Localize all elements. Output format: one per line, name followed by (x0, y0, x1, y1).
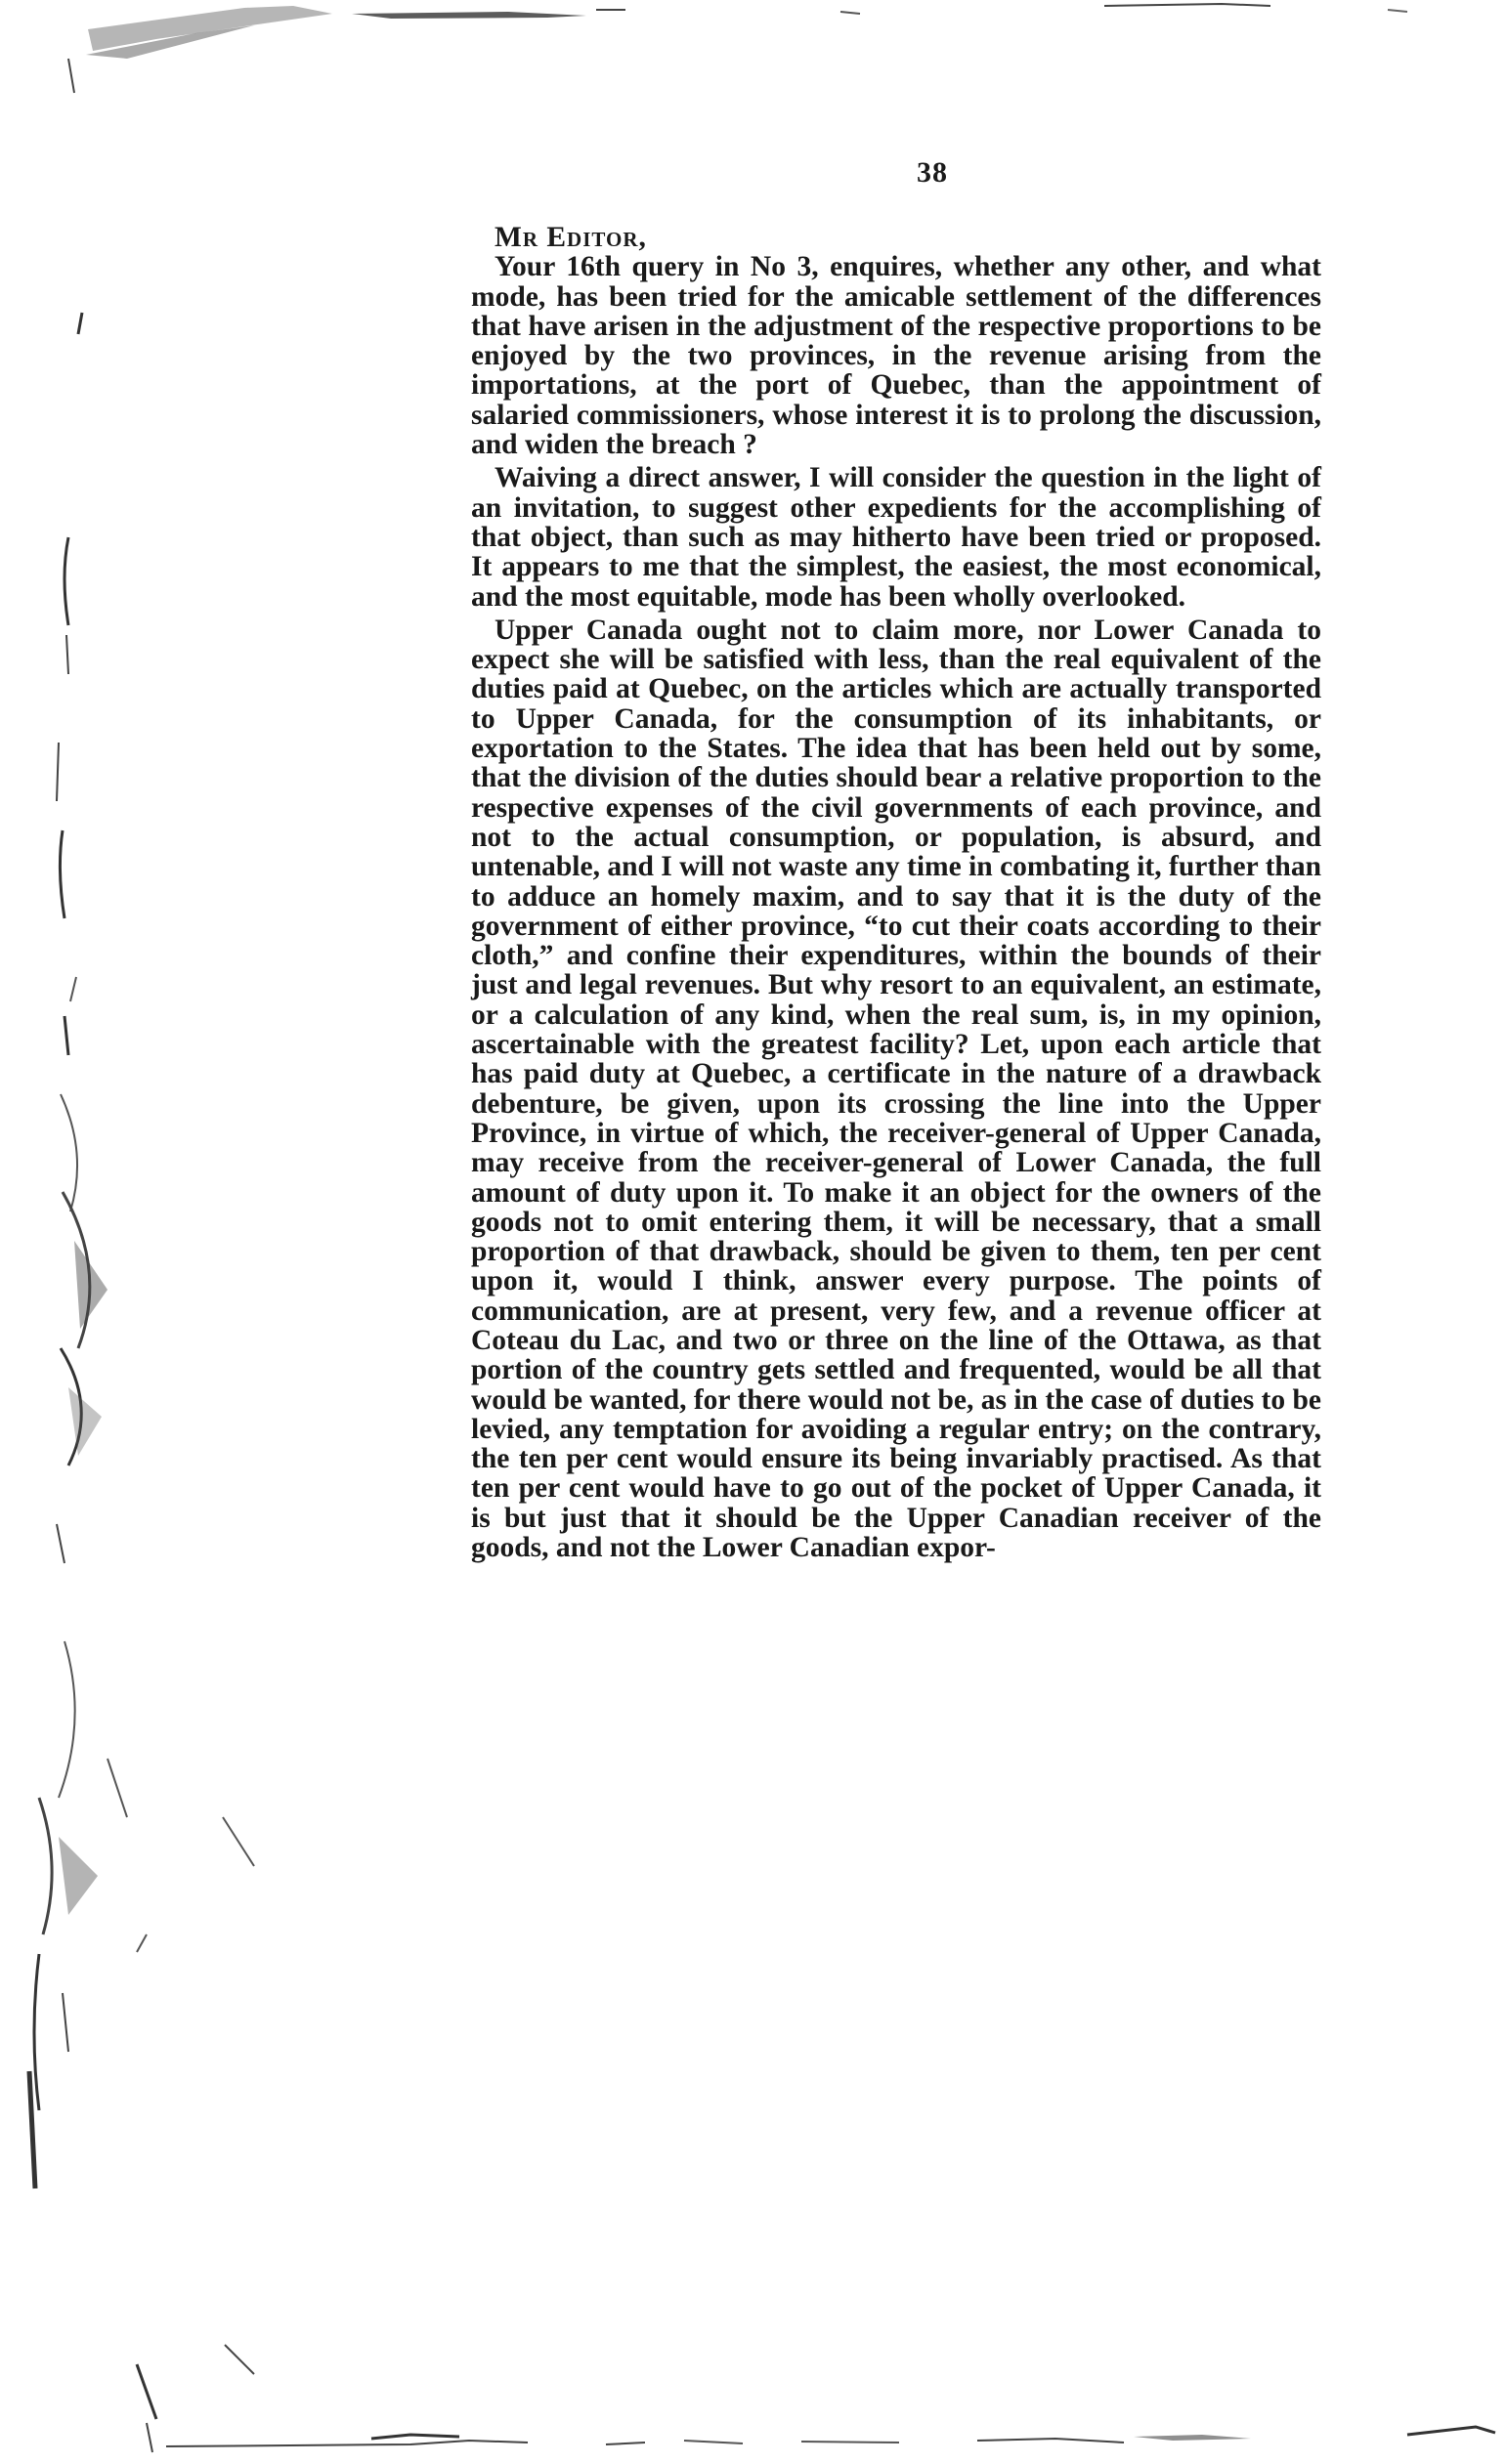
paragraph-2: Waiving a direct answer, I will consider the question in the light of an invitation, to suggest other expedients for the accomplishing of that object, than such as may hitherto have been tried or proposed. It appears to me that the simplest, the easiest, the most economical, and the most equitable, mode has been wholly overlooked. (471, 462, 1321, 613)
paragraph-1: Your 16th query in No 3, enquires, whether any other, and what mode, has been tried for the amicable settlement of the differences that have arisen in the adjustment of the respective proportions to be enjoyed by the two provinces, in the revenue arising from the importations, at the port of Quebec, than the appointment of salaried commissioners, whose interest it is to prolong the discussion, and widen the breach ? (471, 251, 1321, 461)
scan-edge-top (0, 0, 1506, 117)
scan-edge-bottom (0, 2325, 1506, 2464)
salutation: Mr Editor, (495, 222, 647, 253)
page-number: 38 (917, 156, 948, 189)
letter-body (471, 223, 1321, 1562)
scan-edge-left (0, 117, 283, 2267)
paragraph-3: Upper Canada ought not to claim more, nor Lower Canada to expect she will be satisfied with less, than the real equivalent of the duties paid at Quebec, on the articles which are actually transported to Upper Canada, for the consumption of its inhabitants, or exportation to the States. The idea that has been held out by some, that the division of the duties should bear a relative proportion to the respective expenses of the civil governments of each province, and not to the actual consumption, or population, is absurd, and untenable, and I will not waste any time in combating it, further than to adduce an homely maxim, and to say that it is the duty of the government of either province, “to cut their coats according to their cloth,” and confine their expenditures, within the bounds of their just and legal revenues. But why resort to an equivalent, an estimate, or a calculation of any kind, when the real sum, is, in my opinion, ascertainable with the greatest facility? Let, upon each article that has paid duty at Quebec, a certificate in the nature of a drawback debenture, be given, upon its crossing the line into the Upper Province, in virtue of which, the receiver-general of Upper Canada, may receive from the receiver-general of Lower Canada, the full amount of duty upon it. To make it an object for the owners of the goods not to omit entering them, it will be necessary, that a small proportion of that drawback, should be given to them, ten per cent upon it, would I think, answer every purpose. The points of communication, are at present, very few, and a revenue officer at Coteau du Lac, and two or three on the line of the Ottawa, as that portion of the country gets settled and frequented, would be all that would be wanted, for there would not be, as in the case of duties to be levied, any temptation for avoiding a regular entry; on the contrary, the ten per cent would ensure its being invariably practised. As that ten per cent would have to go out of the pocket of Upper Canada, it is but just that it should be the Upper Canadian receiver of the goods, and not the Lower Canadian expor- (471, 614, 1322, 1564)
